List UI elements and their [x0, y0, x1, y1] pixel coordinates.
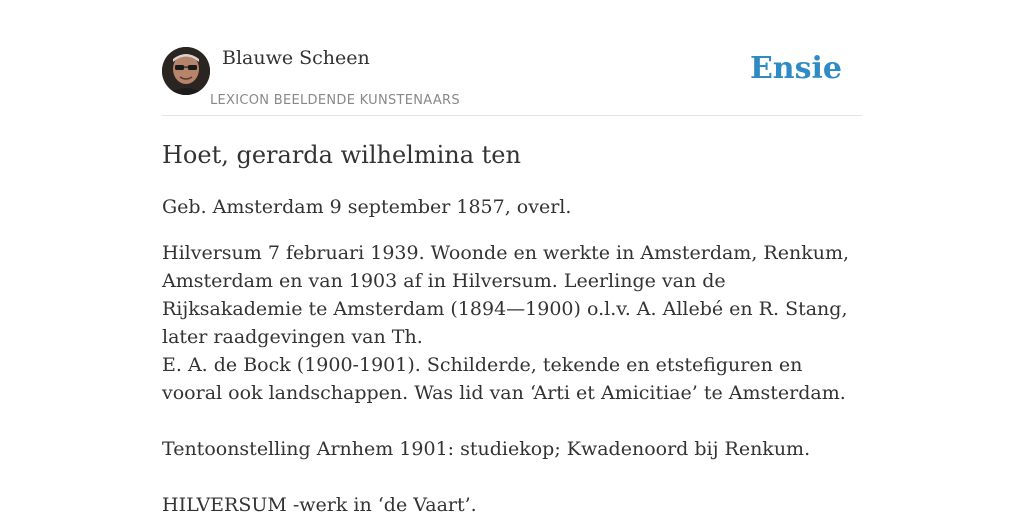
- brand-logo[interactable]: Ensie: [749, 51, 842, 86]
- author-name[interactable]: Blauwe Scheen: [222, 47, 370, 69]
- article-paragraph: Tentoonstelling Arnhem 1901: studiekop; Kwadenoord bij Renkum.: [162, 438, 811, 460]
- page-content: [162, 0, 862, 516]
- article-paragraph: HILVERSUM -werk in ‘de Vaart’.: [162, 494, 477, 516]
- header: [162, 0, 862, 116]
- avatar-photo-icon: [162, 47, 210, 95]
- section-label[interactable]: LEXICON BEELDENDE KUNSTENAARS: [210, 93, 460, 108]
- article-paragraph: Geb. Amsterdam 9 september 1857, overl.: [162, 196, 572, 218]
- article-paragraph: Hilversum 7 februari 1939. Woonde en werkte in Amsterdam, Renkum, Amsterdam en van 1903 af in Hilversum. Leerlinge van de Rijksakademie te Amsterdam (1894—1900) o.l.v. A. Allebé en R. Stang, later raadgevingen van Th.: [162, 242, 849, 348]
- article-title: Hoet, gerarda wilhelmina ten: [162, 141, 521, 169]
- avatar[interactable]: [162, 47, 210, 95]
- article-paragraph: E. A. de Bock (1900-1901). Schilderde, tekende en etstefiguren en vooral ook landschappen. Was lid van ‘Arti et Amicitiae’ te Amsterdam.: [162, 354, 846, 404]
